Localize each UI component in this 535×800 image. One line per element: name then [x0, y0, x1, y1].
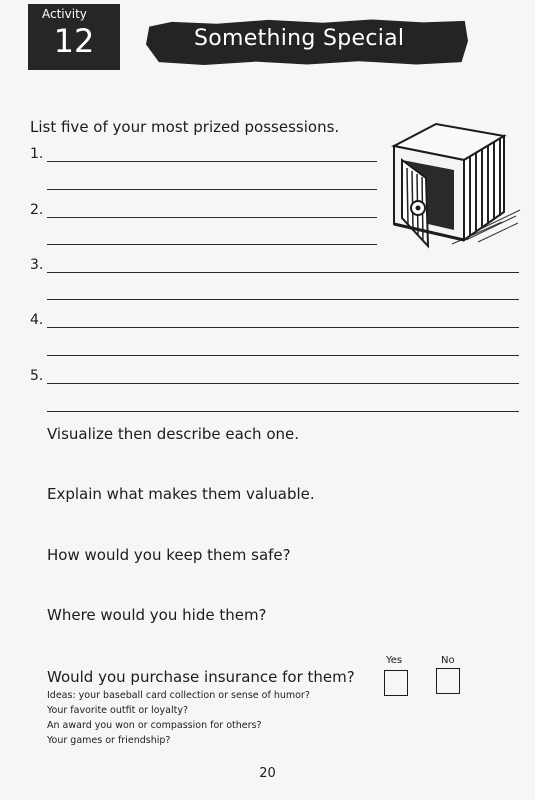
page-title: Something Special [194, 26, 405, 51]
question-insurance: Would you purchase insurance for them? [47, 668, 355, 686]
list-item-4-number: 4. [30, 312, 44, 328]
answer-line-3b[interactable] [47, 299, 519, 300]
ideas-line-3: An award you won or compassion for others? [47, 720, 262, 731]
ideas-line-1: Ideas: your baseball card collection or sense of humor? [47, 690, 310, 701]
activity-label: Activity [42, 7, 87, 21]
question-keep-safe: How would you keep them safe? [47, 546, 291, 564]
list-item-2-number: 2. [30, 202, 44, 218]
list-item-1-number: 1. [30, 146, 44, 162]
yes-checkbox[interactable] [384, 670, 408, 696]
answer-line-3a[interactable] [47, 272, 519, 273]
answer-line-2a[interactable] [47, 217, 377, 218]
question-visualize: Visualize then describe each one. [47, 425, 299, 443]
list-item-5-number: 5. [30, 368, 44, 384]
no-label: No [441, 655, 455, 666]
question-explain: Explain what makes them valuable. [47, 485, 315, 503]
no-checkbox[interactable] [436, 668, 460, 694]
answer-line-1a[interactable] [47, 161, 377, 162]
answer-line-5a[interactable] [47, 383, 519, 384]
answer-line-4b[interactable] [47, 355, 519, 356]
answer-line-5b[interactable] [47, 411, 519, 412]
list-item-3-number: 3. [30, 257, 44, 273]
answer-line-4a[interactable] [47, 327, 519, 328]
activity-badge [28, 4, 120, 70]
yes-label: Yes [386, 655, 403, 666]
question-hide: Where would you hide them? [47, 606, 267, 624]
activity-number: 12 [53, 22, 95, 60]
answer-line-1b[interactable] [47, 189, 377, 190]
ideas-line-2: Your favorite outfit or loyalty? [47, 705, 188, 716]
ideas-line-4: Your games or friendship? [47, 735, 171, 746]
open-safe-icon [382, 116, 522, 256]
answer-line-2b[interactable] [47, 244, 377, 245]
page-number: 20 [259, 766, 276, 781]
list-prompt: List five of your most prized possessions. [30, 118, 340, 136]
